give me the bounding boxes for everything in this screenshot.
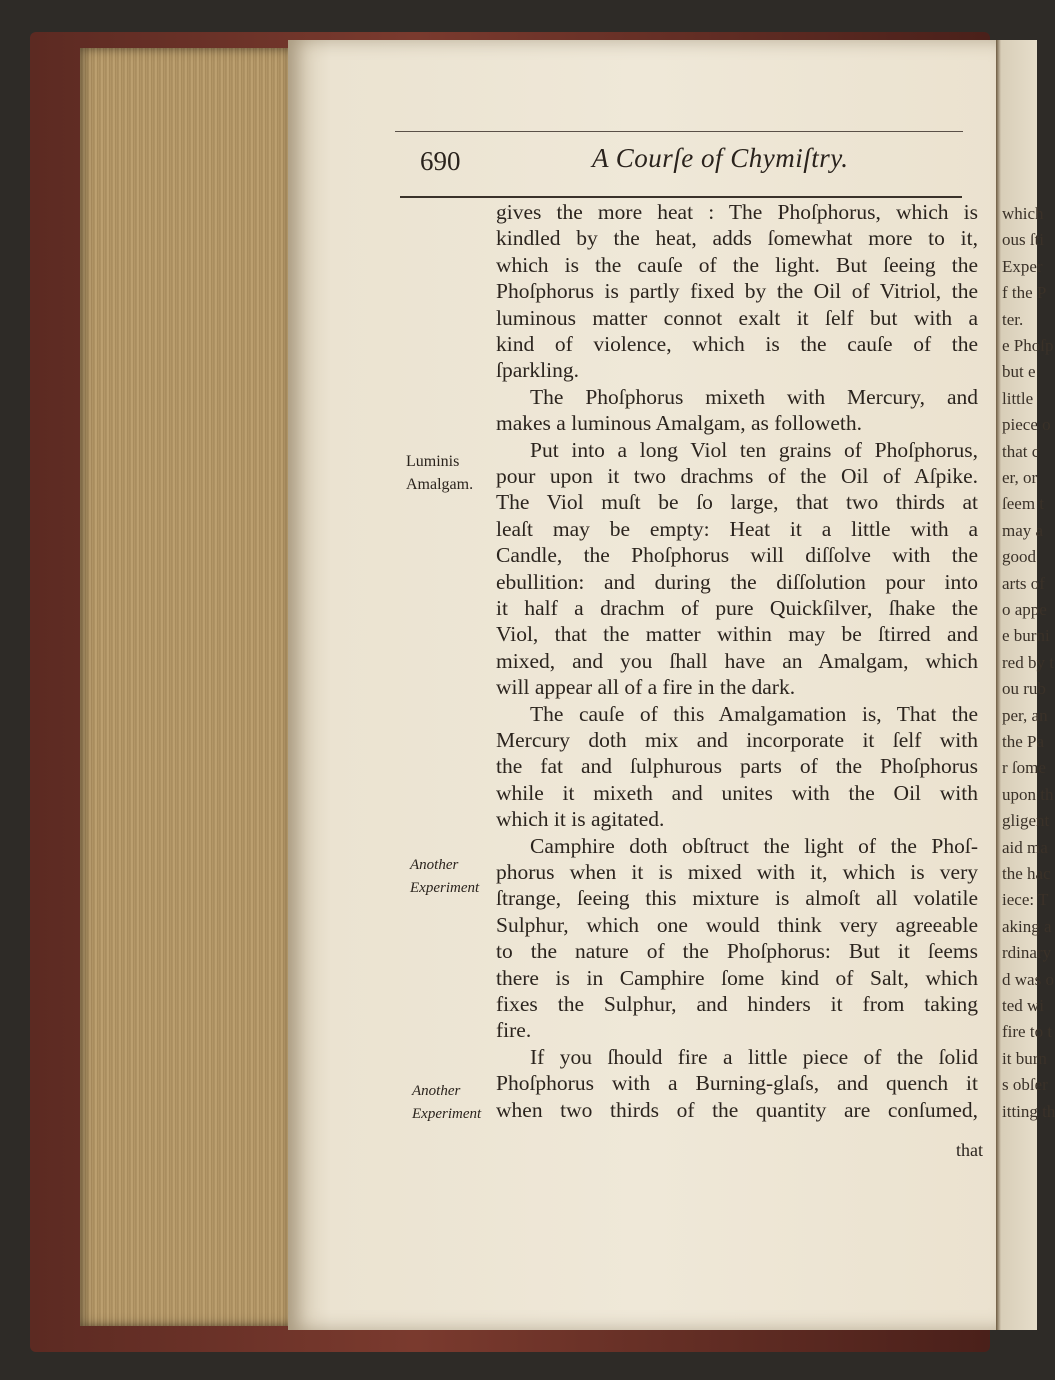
- text-line: Phoſphorus with a Burning-glaſs, and quench it: [496, 1071, 978, 1096]
- margin-note-another-experiment-2: [412, 1080, 481, 1126]
- facing-page-fragment: ous ſti: [1002, 230, 1045, 250]
- page-number: 690: [420, 146, 461, 176]
- facing-page-fragment: iece: T: [1002, 890, 1049, 910]
- facing-page-fragment: ſeem t: [1002, 494, 1045, 514]
- text-line: makes a luminous Amalgam, as followeth.: [496, 411, 863, 436]
- text-line: kindled by the heat, adds ſomewhat more to it,: [496, 226, 978, 251]
- facing-page-fragment: arts of: [1002, 573, 1045, 593]
- text-line: ſtrange, ſeeing this mixture is almoſt all volatile: [496, 886, 978, 911]
- facing-page-fragment: o appe: [1002, 600, 1047, 619]
- facing-page-fragment: piece o: [1002, 415, 1051, 435]
- text-line: to the nature of the Phoſphorus: But it ſeems: [496, 939, 978, 964]
- facing-page-fragment: Exper: [1002, 256, 1043, 276]
- facing-page-fragment: upon th: [1002, 784, 1054, 804]
- text-line: The Viol muſt be ſo large, that two thirds at: [496, 490, 978, 515]
- facing-page-fragment: r ſome: [1002, 758, 1046, 778]
- facing-page-fragment: fire to t: [1002, 1022, 1053, 1042]
- header-rule-bottom: [400, 196, 962, 198]
- facing-page-fragment: ter.: [1002, 309, 1024, 329]
- facing-page-fragment: red by t: [1002, 652, 1054, 672]
- text-line: fixes the Sulphur, and hinders it from taking: [496, 992, 978, 1016]
- text-line: Camphire doth obſtruct the light of the Phoſ-: [530, 833, 978, 858]
- facing-page-fragment: the hac: [1002, 864, 1051, 883]
- facing-page-fragment: ou rub: [1002, 679, 1046, 699]
- text-line: the fat and ſulphurous parts of the Phoſphorus: [496, 754, 978, 779]
- facing-page-fragment: aid ma: [1002, 837, 1048, 857]
- text-line: will appear all of a fire in the dark.: [496, 675, 796, 700]
- facing-page-fragment: ted wi: [1002, 996, 1045, 1015]
- margin-note-line: Another: [412, 1083, 461, 1099]
- facing-page-fragment: the Pa: [1002, 732, 1045, 751]
- facing-page-fragment: little: [1002, 388, 1034, 408]
- facing-page-fragment: gligent: [1002, 811, 1050, 831]
- text-line: phorus when it is mixed with it, which is very: [496, 860, 978, 884]
- facing-page-fragment: d was o: [1002, 969, 1054, 989]
- facing-page-fragment: may a: [1002, 520, 1044, 540]
- text-line: Put into a long Viol ten grains of Phoſphorus,: [530, 437, 978, 462]
- facing-page-fragment: rdinary: [1002, 943, 1052, 963]
- text-line: which is the cauſe of the light. But ſeeing the: [496, 252, 978, 277]
- facing-page-fragment: per, an: [1002, 705, 1048, 725]
- catchword: that: [956, 1140, 983, 1160]
- facing-page-fragment: er, or: [1002, 468, 1038, 487]
- text-line: Phoſphorus is partly fixed by the Oil of Vitriol, the: [496, 279, 978, 304]
- facing-page-fragment: e Phoſp: [1002, 336, 1054, 355]
- margin-note-line: Amalgam.: [406, 476, 474, 493]
- facing-page-fragment: s obſer: [1002, 1075, 1048, 1095]
- margin-note-line: Experiment: [410, 880, 480, 896]
- text-line: it half a drachm of pure Quickſilver, ſhake the: [496, 596, 978, 620]
- text-line: pour upon it two drachms of the Oil of Aſpike.: [496, 464, 978, 488]
- margin-note-line: Another: [410, 857, 459, 873]
- text-line: kind of violence, which is the cauſe of the: [496, 332, 978, 356]
- text-line: Mercury doth mix and incorporate it ſelf with: [496, 728, 978, 752]
- facing-page-fragment: itting th: [1002, 1101, 1055, 1121]
- text-line: Viol, that the matter within may be ſtirred and: [496, 622, 978, 647]
- facing-page-fragment: that c: [1002, 441, 1040, 461]
- text-line: fire.: [496, 1018, 532, 1043]
- margin-note-line: Experiment: [412, 1106, 482, 1122]
- text-line: gives the more heat : The Phoſphorus, which is: [496, 200, 978, 224]
- facing-page-fragment: but e: [1002, 362, 1036, 382]
- text-line: while it mixeth and unites with the Oil with: [496, 780, 978, 805]
- text-line: Candle, the Phoſphorus will diſſolve with the: [496, 543, 978, 568]
- facing-page-fragment: which: [1002, 204, 1044, 223]
- facing-page-fragment: e burni: [1002, 626, 1050, 646]
- page-edges: [80, 48, 300, 1326]
- facing-page-fragment: aking a: [1002, 916, 1052, 936]
- margin-note-another-experiment-1: [410, 854, 479, 900]
- text-line: leaſt may be empty: Heat it a little with a: [496, 516, 978, 541]
- text-line: luminous matter connot exalt it ſelf but with a: [496, 305, 978, 330]
- header-rule-top: [395, 131, 963, 132]
- facing-page-edge: [996, 40, 1055, 1330]
- text-line: when two thirds of the quantity are conſumed,: [496, 1097, 978, 1122]
- margin-note-luminis: [406, 450, 473, 496]
- facing-page-fragment: it burn: [1002, 1048, 1047, 1068]
- facing-page-fragment: good: [1002, 547, 1036, 567]
- text-line: The Phoſphorus mixeth with Mercury, and: [530, 384, 978, 409]
- text-line: The cauſe of this Amalgamation is, That the: [530, 701, 978, 726]
- facing-page-fragment: f the P: [1002, 283, 1047, 303]
- text-line: ſparkling.: [496, 358, 579, 383]
- text-line: Sulphur, which one would think very agreeable: [496, 912, 978, 937]
- text-line: there is in Camphire ſome kind of Salt, which: [496, 965, 978, 990]
- running-title: A Courſe of Chymiſtry.: [592, 143, 849, 173]
- text-line: mixed, and you ſhall have an Amalgam, which: [496, 648, 978, 673]
- text-line: ebullition: and during the diſſolution pour into: [496, 569, 978, 594]
- text-line: If you ſhould fire a little piece of the ſolid: [530, 1044, 978, 1069]
- text-line: which it is agitated.: [496, 807, 665, 832]
- margin-note-line: Luminis: [406, 453, 460, 470]
